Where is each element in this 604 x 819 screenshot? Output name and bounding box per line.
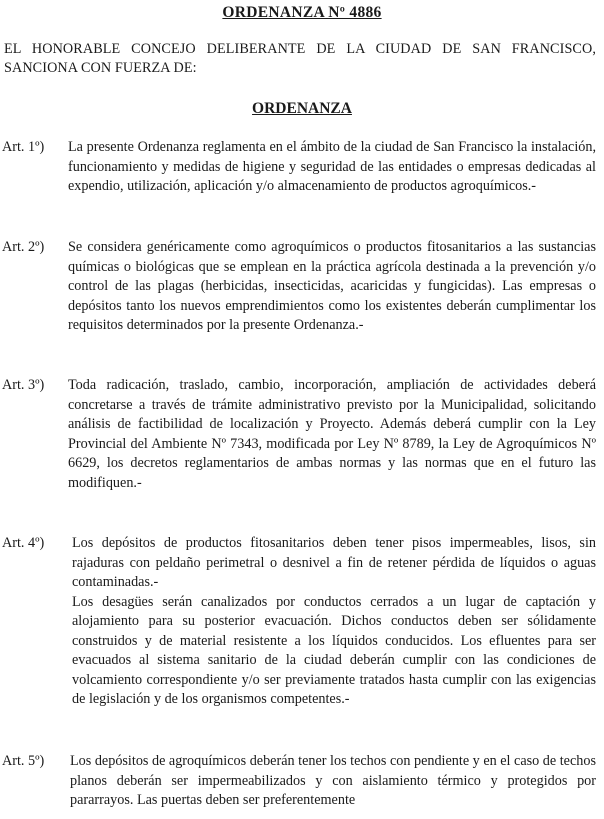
article-text [70,752,596,811]
article-1 [2,138,602,218]
article-paragraph: Los depósitos de agroquímicos deberán tener los techos con pendiente y en el caso de techos planos deberán ser impermeabilizados y con aislamiento térmico y protegidos por pararrayos. Las puertas deben ser preferentemente [70,753,596,808]
article-4 [2,534,602,734]
preamble: EL HONORABLE CONCEJO DELIBERANTE DE LA CIUDAD DE SAN FRANCISCO, SANCIONA CON FUERZA DE: [4,41,596,76]
article-label: Art. 3º) [2,377,45,393]
document-title: ORDENANZA Nº 4886 [222,4,382,21]
article-label: Art. 4º) [2,535,45,551]
article-label: Art. 5º) [2,753,45,769]
article-text [68,376,596,493]
article-paragraph: Los desagües serán canalizados por conductos cerrados a un lugar de captación y alojamiento para su posterior evacuación. Dichos conductos deben ser sólidamente construidos y de material resistente a los líquidos conducidos. Los efluentes para ser evacuados al sistema sanitario de la ciudad deberán cumplir con las condiciones de volcamiento correspondiente y/o ser previamente tratados hasta cumplir con las exigencias de legislación y de los organismos competentes.- [72,593,596,707]
article-paragraph: Toda radicación, traslado, cambio, incorporación, ampliación de actividades deberá concretarse a través de trámite administrativo previsto por la Municipalidad, solicitando análisis de factibilidad de localización y Proyecto. Además deberá cumplir con la Ley Provincial del Ambiente Nº 7343, modificada por Ley Nº 8789, la Ley de Agroquímicos Nº 6629, los decretos reglamentarios de ambas normas y las normas que en el futuro las modifiquen.- [68,377,596,491]
article-paragraph: Los depósitos de productos fitosanitarios deben tener pisos impermeables, lisos, sin rajaduras con peldaño perimetral o desnivel a fin de retener pérdida de líquidos o aguas contaminadas.- [72,535,596,590]
article-label: Art. 1º) [2,139,45,155]
article-3 [2,376,602,516]
article-2 [2,238,602,358]
article-text [68,138,596,197]
section-heading: ORDENANZA [252,100,352,117]
article-paragraph: La presente Ordenanza reglamenta en el ámbito de la ciudad de San Francisco la instalación, funcionamiento y medidas de higiene y seguridad de las entidades o empresas dedicadas al expendio, utilización, aplicación y/o almacenamiento de productos agroquímicos.- [68,139,596,194]
article-text [72,534,596,710]
article-5 [2,752,602,816]
article-text [68,238,596,336]
article-label: Art. 2º) [2,239,45,255]
article-paragraph: Se considera genéricamente como agroquímicos o productos fitosanitarios a las sustancias químicas o biológicas que se emplean en la práctica agrícola destinada a la prevención y/o control de las plagas (herbicidas, insecticidas, acaricidas y fungicidas). Las empresas o depósitos tanto los nuevos emprendimientos como los existentes deberán cumplimentar los requisitos determinados por la presente Ordenanza.- [68,239,596,333]
